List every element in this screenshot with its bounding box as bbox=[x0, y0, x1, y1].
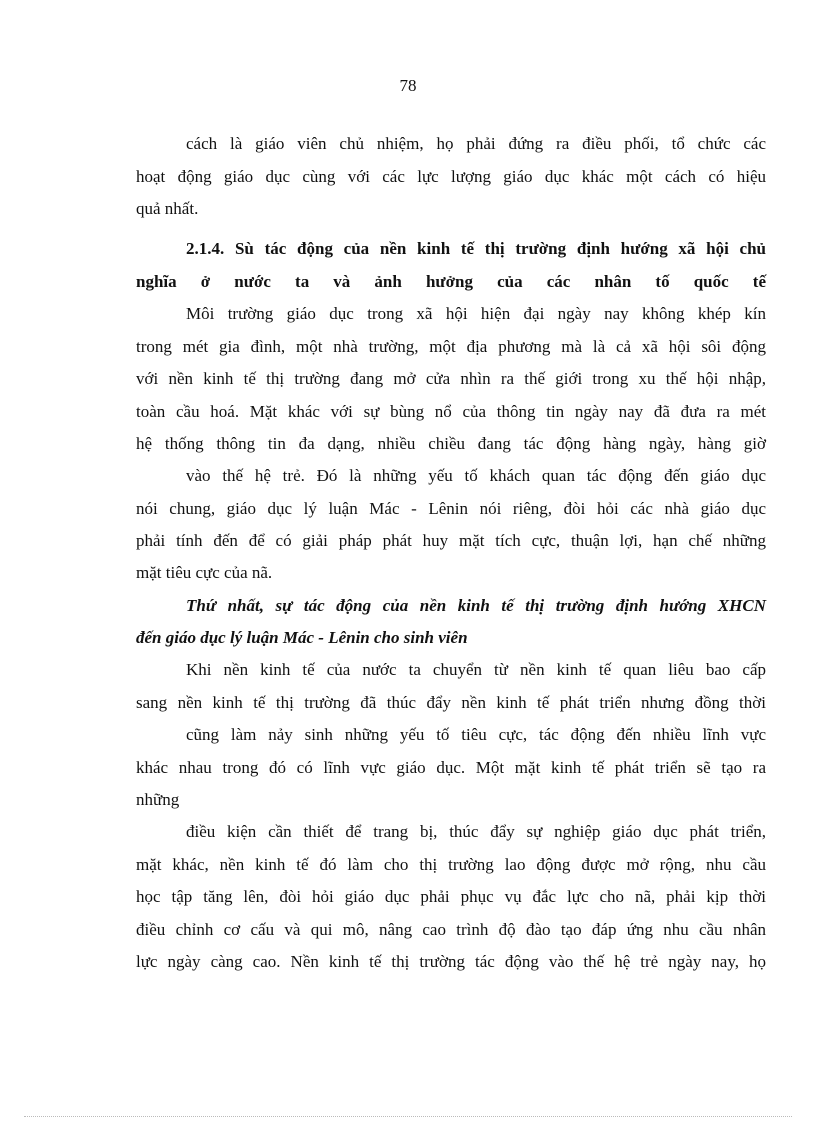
text-line: phải tính đến để có giải pháp phát huy mặt tích cực, thuận lợi, hạn chế những bbox=[136, 531, 766, 550]
text-line: mặt khác, nền kinh tế đó làm cho thị trường lao động được mở rộng, nhu cầu bbox=[136, 855, 766, 874]
text-line: lực ngày càng cao. Nền kinh tế thị trường tác động vào thế hệ trẻ ngày nay, họ bbox=[136, 952, 766, 971]
text-line: khác nhau trong đó có lĩnh vực giáo dục. Một mặt kinh tế phát triển sẽ tạo ra bbox=[136, 758, 766, 777]
text-line: điều chỉnh cơ cấu và qui mô, nâng cao trình độ đào tạo đáp ứng nhu cầu nhân bbox=[136, 920, 766, 939]
text-line: vào thế hệ trẻ. Đó là những yếu tố khách quan tác động đến giáo dục bbox=[186, 466, 766, 485]
text-line: hệ thống thông tin đa dạng, nhiều chiều đang tác động hàng ngày, hàng giờ bbox=[136, 434, 766, 453]
page-number: 78 bbox=[399, 76, 417, 95]
text-line: cũng làm nảy sinh những yếu tố tiêu cực, tác động đến nhiều lĩnh vực bbox=[186, 725, 766, 744]
text-line: toàn cầu hoá. Mặt khác với sự bùng nổ của thông tin ngày nay đã đưa ra mét bbox=[136, 402, 766, 421]
text-line: sang nền kinh tế thị trường đã thúc đẩy nền kinh tế phát triển nhưng đồng thời bbox=[136, 693, 766, 712]
text-line: mặt tiêu cực của nã. bbox=[136, 563, 273, 582]
text-line: hoạt động giáo dục cùng với các lực lượng giáo dục khác một cách có hiệu bbox=[136, 167, 766, 186]
subsection-heading: Thứ nhất, sự tác động của nền kinh tế thị trường định hướng XHCN bbox=[186, 596, 766, 615]
text-line: quả nhất. bbox=[136, 199, 199, 218]
text-line: Khi nền kinh tế của nước ta chuyển từ nền kinh tế quan liêu bao cấp bbox=[186, 660, 766, 679]
section-heading: nghĩa ở nước ta và ảnh hưởng của các nhân tố quốc tế bbox=[136, 272, 766, 291]
text-line: cách là giáo viên chủ nhiệm, họ phải đứng ra điều phối, tổ chức các bbox=[186, 134, 766, 153]
text-line: nói chung, giáo dục lý luận Mác - Lênin nói riêng, đòi hỏi các nhà giáo dục bbox=[136, 499, 766, 518]
text-line: những bbox=[136, 790, 180, 809]
subsection-heading: đến giáo dục lý luận Mác - Lênin cho sinh viên bbox=[136, 628, 468, 647]
text-line: với nền kinh tế thị trường đang mở cửa nhìn ra thế giới trong xu thế hội nhập, bbox=[136, 369, 766, 388]
text-line: học tập tăng lên, đòi hỏi giáo dục phải phục vụ đắc lực cho nã, phải kịp thời bbox=[136, 887, 766, 906]
page-bottom-rule bbox=[24, 1116, 792, 1117]
text-line: Môi trường giáo dục trong xã hội hiện đại ngày nay không khép kín bbox=[186, 304, 766, 323]
text-line: trong mét gia đình, một nhà trường, một địa phương mà là cả xã hội sôi động bbox=[136, 337, 766, 356]
section-heading: 2.1.4. Sù tác động của nền kinh tế thị trường định hướng xã hội chủ bbox=[186, 239, 766, 258]
text-line: điều kiện cần thiết để trang bị, thúc đẩy sự nghiệp giáo dục phát triển, bbox=[186, 822, 766, 841]
